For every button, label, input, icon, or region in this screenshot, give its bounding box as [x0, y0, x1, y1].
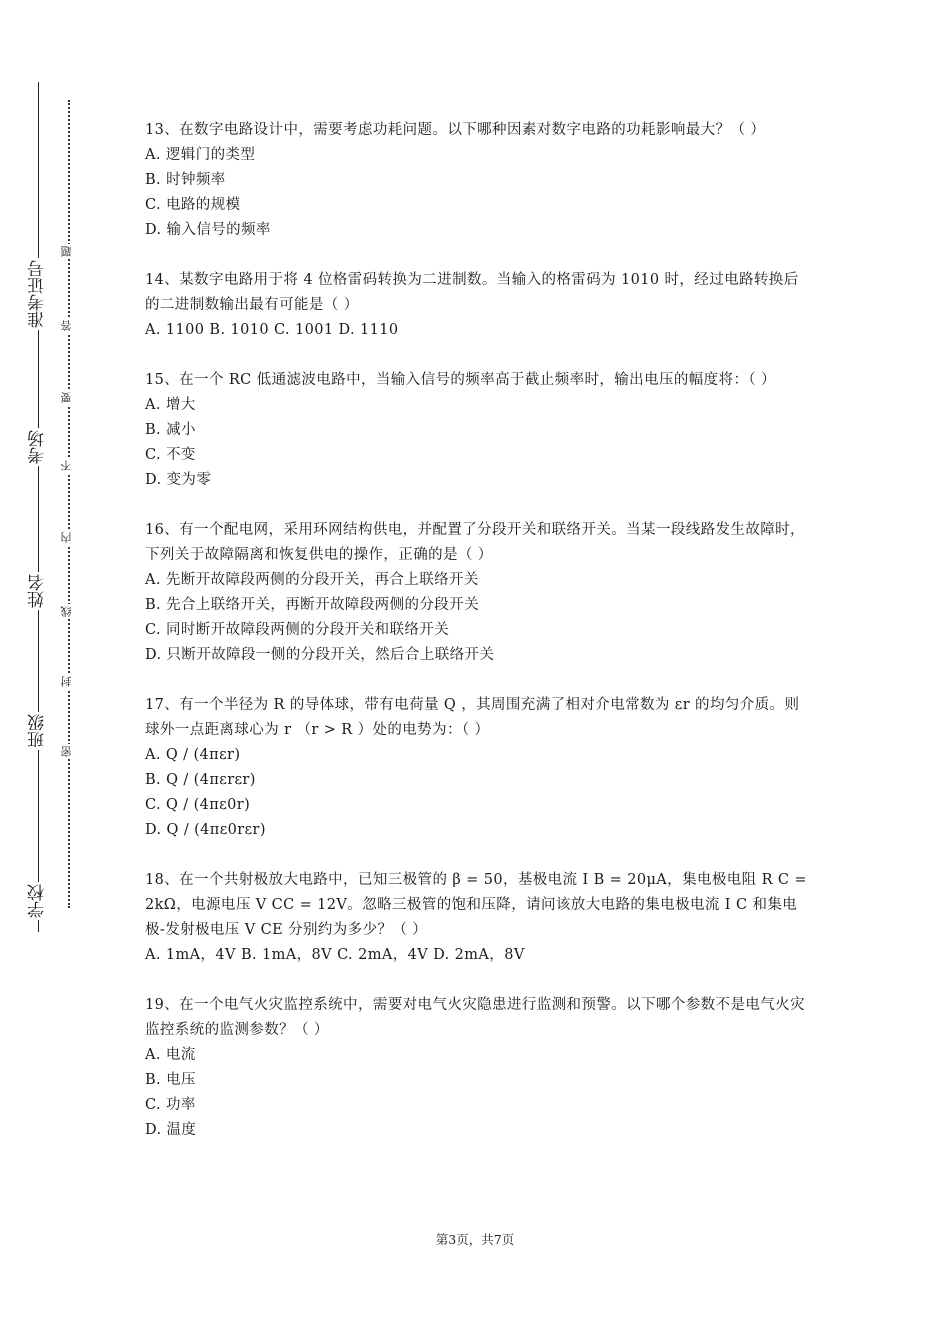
class-label: 班级 [28, 714, 48, 748]
option-a: A. Q / (4πεr) [145, 747, 241, 763]
options-inline: A. 1mA，4V B. 1mA，8V C. 2mA，4V D. 2mA，8V [145, 947, 525, 963]
school-label: 学校 [28, 884, 48, 918]
option-b: B. 减小 [145, 422, 196, 438]
option-c: C. Q / (4πε0r) [145, 797, 251, 813]
question-13 [145, 118, 810, 243]
binding-margin [0, 0, 90, 1344]
exam-id-label: 准考证号 [28, 260, 48, 328]
seal-char: 要 [60, 390, 76, 405]
question-stem: 17、有一个半径为 R 的导体球，带有电荷量 Q ，其周围充满了相对介电常数为 εr 的均匀介质。则球外一点距离球心为 r （r > R ）处的电势为：（ ） [145, 697, 800, 738]
page-number-footer: 第3页，共7页 [435, 1232, 515, 1247]
option-c: C. 功率 [145, 1097, 196, 1113]
option-a: A. 逻辑门的类型 [145, 147, 256, 163]
option-a: A. 增大 [145, 397, 196, 413]
option-b: B. 时钟频率 [145, 172, 226, 188]
seal-char: 线 [60, 604, 76, 619]
question-stem: 15、在一个 RC 低通滤波电路中，当输入信号的频率高于截止频率时，输出电压的幅度将：（ ） [145, 372, 776, 388]
question-16 [145, 518, 810, 668]
option-b: B. 电压 [145, 1072, 196, 1088]
seal-dotted-line [68, 100, 70, 908]
seal-char: 题 [60, 244, 76, 259]
option-b: B. 先合上联络开关，再断开故障段两侧的分段开关 [145, 597, 479, 613]
option-a: A. 先断开故障段两侧的分段开关，再合上联络开关 [145, 572, 479, 588]
question-stem: 19、在一个电气火灾监控系统中，需要对电气火灾隐患进行监测和预警。以下哪个参数不是电气火灾监控系统的监测参数？（ ） [145, 997, 805, 1038]
question-stem: 13、在数字电路设计中，需要考虑功耗问题。以下哪种因素对数字电路的功耗影响最大？（ ） [145, 122, 766, 138]
option-d: D. 温度 [145, 1122, 197, 1138]
option-d: D. Q / (4πε0rεr) [145, 822, 266, 838]
question-19 [145, 993, 810, 1143]
options-inline: A. 1100 B. 1010 C. 1001 D. 1110 [145, 322, 399, 338]
seal-char: 密 [60, 744, 76, 759]
question-14 [145, 268, 810, 343]
question-17 [145, 693, 810, 843]
question-stem: 18、在一个共射极放大电路中，已知三极管的 β = 50，基极电流 I B = 20μA，集电极电阻 R C = 2kΩ，电源电压 V CC = 12V。忽略三极管的饱和压降，请问该放大电路的集电极电流 I C 和集电极-发射极电压 V CE 分别约为多少？（ ） [145, 872, 807, 938]
seal-char: 封 [60, 674, 76, 689]
seal-char: 内 [60, 530, 76, 545]
question-15 [145, 368, 810, 493]
question-stem: 16、有一个配电网，采用环网结构供电，并配置了分段开关和联络开关。当某一段线路发生故障时，下列关于故障隔离和恢复供电的操作，正确的是（ ） [145, 522, 805, 563]
option-b: B. Q / (4πεrεr) [145, 772, 256, 788]
question-list [145, 118, 810, 1168]
option-c: C. 同时断开故障段两侧的分段开关和联络开关 [145, 622, 450, 638]
option-c: C. 不变 [145, 447, 196, 463]
seal-char: 答 [60, 318, 76, 333]
option-d: D. 只断开故障段一侧的分段开关，然后合上联络开关 [145, 647, 495, 663]
question-stem: 14、某数字电路用于将 4 位格雷码转换为二进制数。当输入的格雷码为 1010 时，经过电路转换后的二进制数输出最有可能是（ ） [145, 272, 799, 313]
seal-char: 不 [60, 458, 76, 473]
name-label: 姓名 [28, 574, 48, 608]
option-d: D. 输入信号的频率 [145, 222, 271, 238]
binding-solid-line [38, 82, 39, 932]
option-d: D. 变为零 [145, 472, 212, 488]
option-c: C. 电路的规模 [145, 197, 241, 213]
question-18 [145, 868, 810, 968]
exam-room-label: 考场 [28, 430, 48, 464]
option-a: A. 电流 [145, 1047, 196, 1063]
